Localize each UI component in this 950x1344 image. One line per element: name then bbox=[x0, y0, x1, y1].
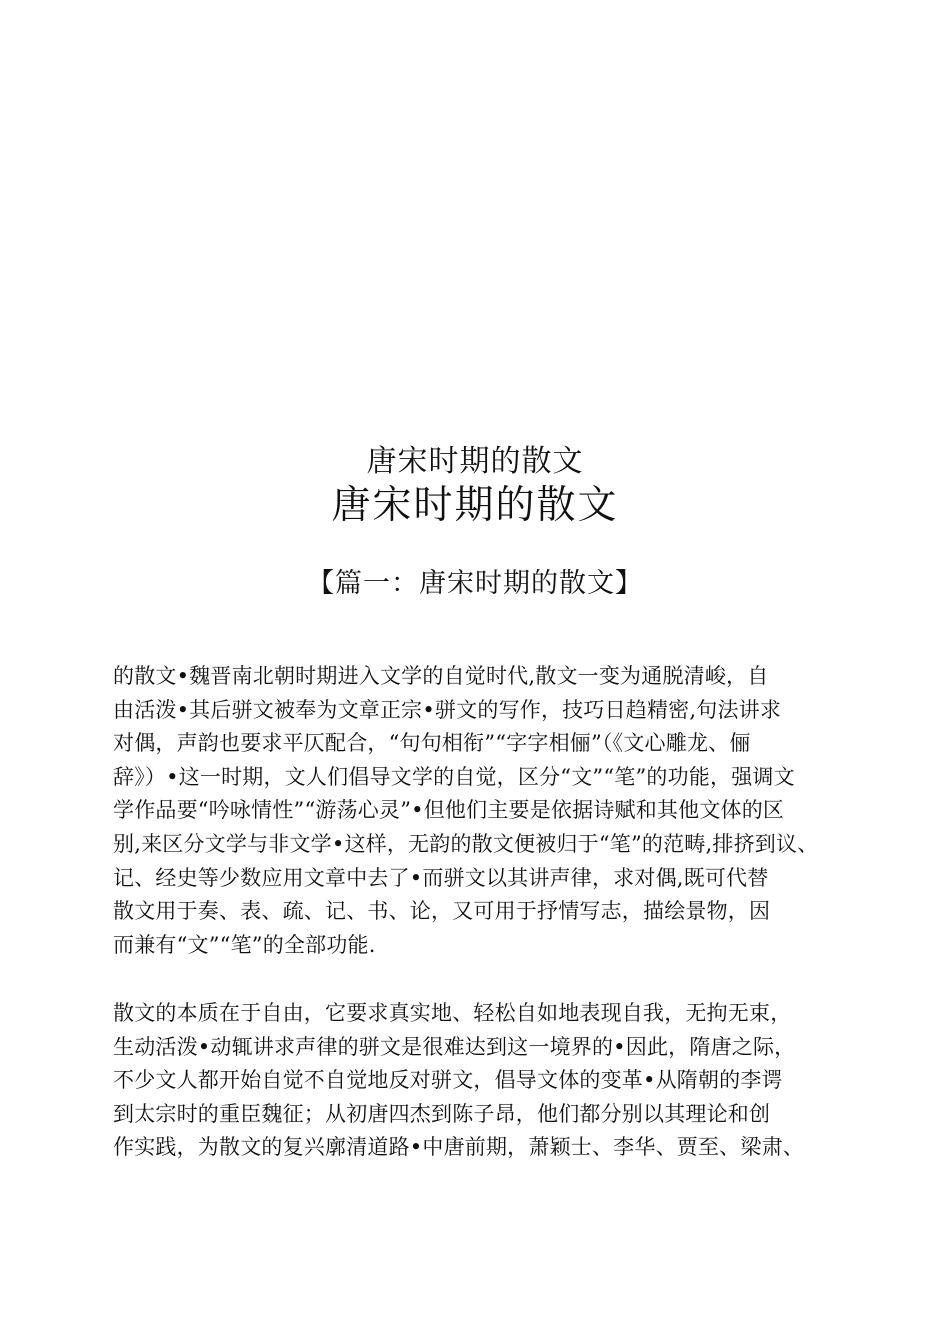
document-title-large: 唐宋时期的散文 bbox=[331, 483, 619, 528]
paragraph-1 bbox=[113, 660, 873, 962]
paragraph-line: 学作品要“吟咏情性”“游荡心灵”•但他们主要是依据诗赋和其他文体的区 bbox=[113, 798, 785, 823]
paragraph-line: 记、经史等少数应用文章中去了•而骈文以其讲声律，求对偶,既可代替 bbox=[113, 865, 769, 890]
paragraph-line: 作实践，为散文的复兴廓清道路•中唐前期，萧颖士、李华、贾至、梁肃、 bbox=[113, 1135, 804, 1160]
document-title-small: 唐宋时期的散文 bbox=[366, 444, 584, 479]
paragraph-line: 生动活泼•动辄讲求声律的骈文是很难达到这一境界的•因此，隋唐之际， bbox=[113, 1034, 796, 1059]
paragraph-line: 不少文人都开始自觉不自觉地反对骈文，倡导文体的变革•从隋朝的李谔 bbox=[113, 1068, 783, 1093]
section-heading: 【篇一：唐宋时期的散文】 bbox=[307, 568, 643, 599]
paragraph-line: 的散文•魏晋南北朝时期进入文学的自觉时代,散文一变为通脱清峻，自 bbox=[113, 664, 769, 688]
paragraph-line: 到太宗时的重臣魏征；从初唐四杰到陈子昂，他们都分别以其理论和创 bbox=[113, 1101, 771, 1126]
paragraph-line: 散文的本质在于自由，它要求真实地、轻松自如地表现自我，无拘无束， bbox=[113, 1001, 792, 1025]
paragraph-line: 辞》）•这一时期，文人们倡导文学的自觉，区分“文”“笔”的功能，强调文 bbox=[113, 764, 795, 789]
paragraph-2 bbox=[113, 997, 873, 1165]
paragraph-line: 对偶，声韵也要求平仄配合，“句句相衔”“字字相俪”（《文心雕龙、俪 bbox=[113, 731, 751, 756]
paragraph-line: 散文用于奏、表、疏、记、书、论，又可用于抒情写志，描绘景物，因 bbox=[113, 899, 771, 924]
paragraph-line: 而兼有“文”“笔”的全部功能. bbox=[113, 932, 376, 957]
paragraph-line: 别,来区分文学与非文学•这样，无韵的散文便被归于“笔”的范畴,排挤到议、 bbox=[113, 831, 819, 856]
paragraph-line: 由活泼•其后骈文被奉为文章正宗•骈文的写作，技巧日趋精密,句法讲求 bbox=[113, 697, 782, 722]
